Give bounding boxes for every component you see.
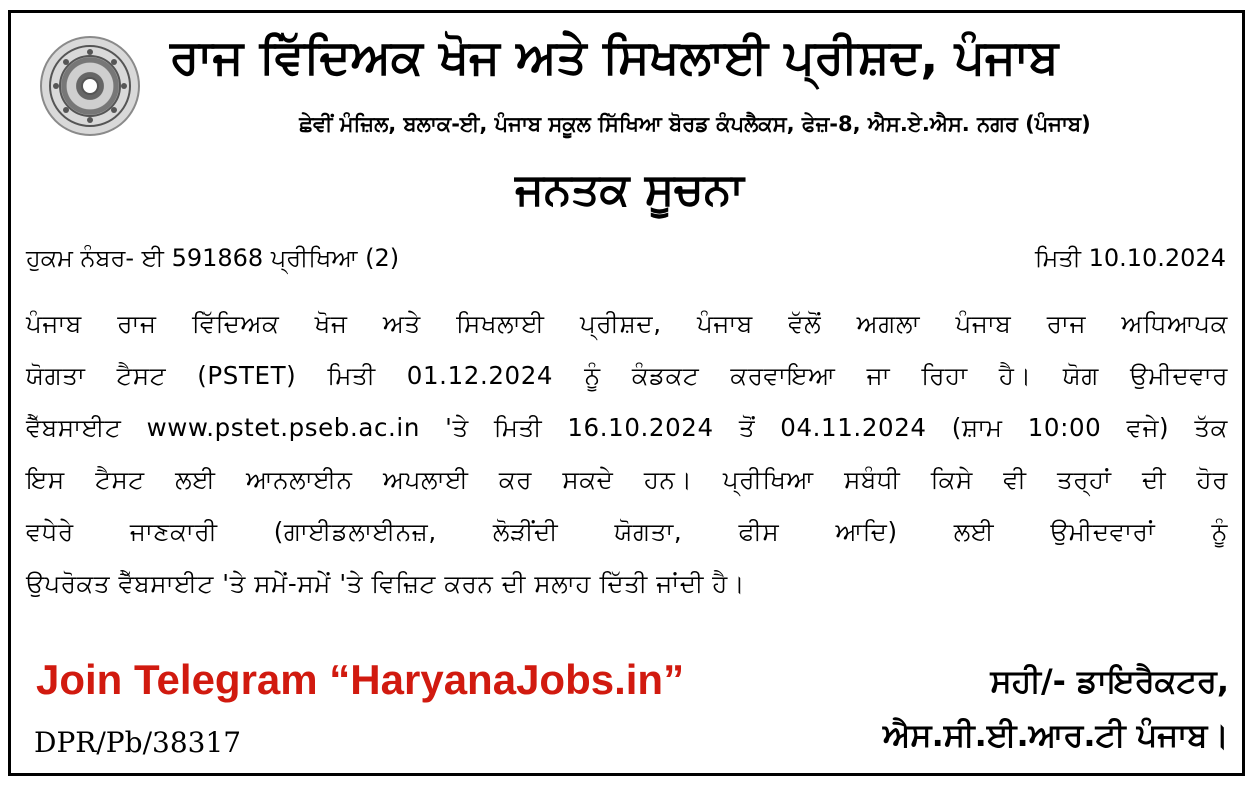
body-line: ਯੋਗਤਾ ਟੈਸਟ (PSTET) ਮਿਤੀ 01.12.2024 ਨੂੰ ਕੰਡਕਟ ਕਰਵਾਇਆ ਜਾ ਰਿਹਾ ਹੈ। ਯੋਗ ਉਮੀਦਵਾਰ [26, 361, 1229, 390]
body-line: ਪੰਜਾਬ ਰਾਜ ਵਿੱਦਿਅਕ ਖੋਜ ਅਤੇ ਸਿਖਲਾਈ ਪ੍ਰੀਸ਼ਦ, ਪੰਜਾਬ ਵੱਲੋਂ ਅਗਲਾ ਪੰਜਾਬ ਰਾਜ ਅਧਿਆਪਕ [26, 309, 1228, 338]
emblem-seal-icon [40, 36, 140, 136]
order-date: ਮਿਤੀ 10.10.2024 [1034, 244, 1226, 272]
body-line: ਇਸ ਟੈਸਟ ਲਈ ਆਨਲਾਈਨ ਅਪਲਾਈ ਕਰ ਸਕਦੇ ਹਨ। ਪ੍ਰੀਖਿਆ ਸਬੰਧੀ ਕਿਸੇ ਵੀ ਤਰ੍ਹਾਂ ਦੀ ਹੋਰ [26, 465, 1228, 494]
signature: ਸਹੀ/- ਡਾਇਰੈਕਟਰ, [990, 662, 1229, 700]
notice-body [26, 298, 1228, 610]
order-number: ਹੁਕਮ ਨੰਬਰ- ਈ 591868 ਪ੍ਰੀਖਿਆ (2) [26, 244, 400, 272]
order-row [26, 244, 1226, 284]
telegram-watermark: Join Telegram “HaryanaJobs.in” [36, 656, 685, 703]
body-line: ਵੈੱਬਸਾਈਟ www.pstet.pseb.ac.in 'ਤੇ ਮਿਤੀ 16.10.2024 ਤੋਂ 04.11.2024 (ਸ਼ਾਮ 10:00 ਵਜੇ) ਤੱਕ [26, 413, 1228, 442]
designation: ਐਸ.ਸੀ.ਈ.ਆਰ.ਟੀ ਪੰਜਾਬ। [882, 716, 1229, 754]
organization-title: ਰਾਜ ਵਿੱਦਿਅਕ ਖੋਜ ਅਤੇ ਸਿਖਲਾਈ ਪ੍ਰੀਸ਼ਦ, ਪੰਜਾਬ [170, 30, 1059, 85]
body-line: ਵਧੇਰੇ ਜਾਣਕਾਰੀ (ਗਾਈਡਲਾਈਨਜ਼, ਲੋੜੀਂਦੀ ਯੋਗਤਾ, ਫੀਸ ਆਦਿ) ਲਈ ਉਮੀਦਵਾਰਾਂ ਨੂੰ [26, 517, 1228, 546]
dpr-number: DPR/Pb/38317 [34, 726, 242, 759]
notice-title: ਜਨਤਕ ਸੂਚਨਾ [515, 164, 744, 215]
organization-address: ਛੇਵੀਂ ਮੰਜ਼ਿਲ, ਬਲਾਕ-ਈ, ਪੰਜਾਬ ਸਕੂਲ ਸਿੱਖਿਆ ਬੋਰਡ ਕੰਪਲੈਕਸ, ਫੇਜ਼-8, ਐਸ.ਏ.ਐਸ. ਨਗਰ (ਪੰਜਾਬ) [299, 112, 1091, 136]
body-line: ਉਪਰੋਕਤ ਵੈੱਬਸਾਈਟ 'ਤੇ ਸਮੇਂ-ਸਮੇਂ 'ਤੇ ਵਿਜ਼ਿਟ ਕਰਨ ਦੀ ਸਲਾਹ ਦਿੱਤੀ ਜਾਂਦੀ ਹੈ। [26, 569, 746, 598]
